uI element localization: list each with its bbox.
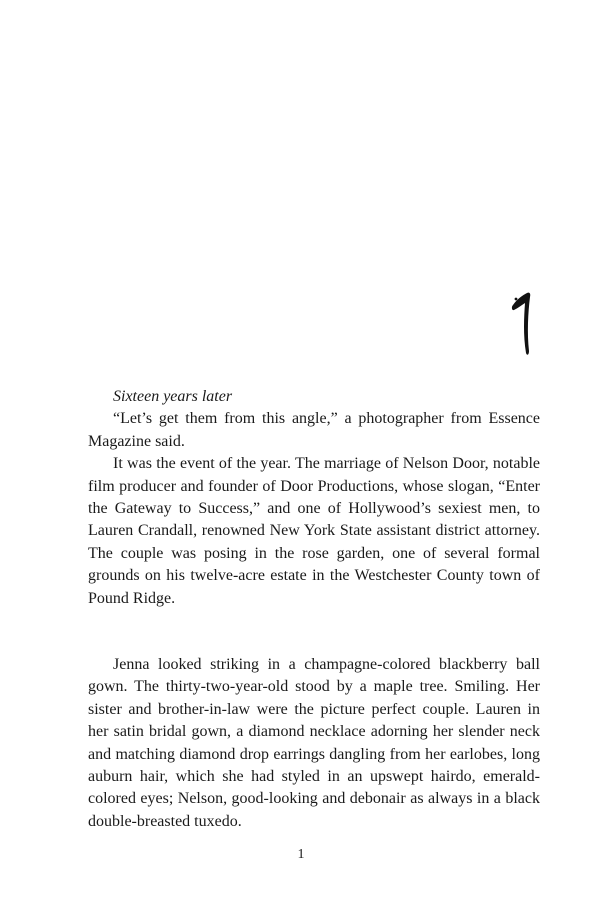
chapter-opening-text [88,386,540,610]
paragraph: Jenna looked striking in a champagne-colored blackberry ball gown. The thirty-two-year-old stood by a maple tree. Smiling. Her sister and brother-in-law were the picture perfect couple. Lauren in her satin bridal gown, a diamond necklace adorning her slender neck and matching diamond drop earrings dangling from her earlobes, long auburn hair, which she had styled in an upswept hairdo, emerald-colored eyes; Nelson, good-looking and debonair as always in a black double-breasted tuxedo. [88,656,540,830]
paragraph: It was the event of the year. The marriage of Nelson Door, notable film producer and founder of Door Productions, whose slogan, “Enter the Gateway to Success,” and one of Hollywood’s sexiest men, to Lauren Crandall, renowned New York State assistant district attorney. The couple was posing in the rose garden, one of several formal grounds on his twelve-acre estate in the Westchester County town of Pound Ridge. [88,455,540,607]
dateline: Sixteen years later [113,388,233,405]
chapter-number-glyph [505,283,545,363]
scene-text [88,654,540,833]
paragraph: “Let’s get them from this angle,” a photographer from Essence Magazine said. [88,410,540,450]
page-number: 1 [297,847,305,862]
